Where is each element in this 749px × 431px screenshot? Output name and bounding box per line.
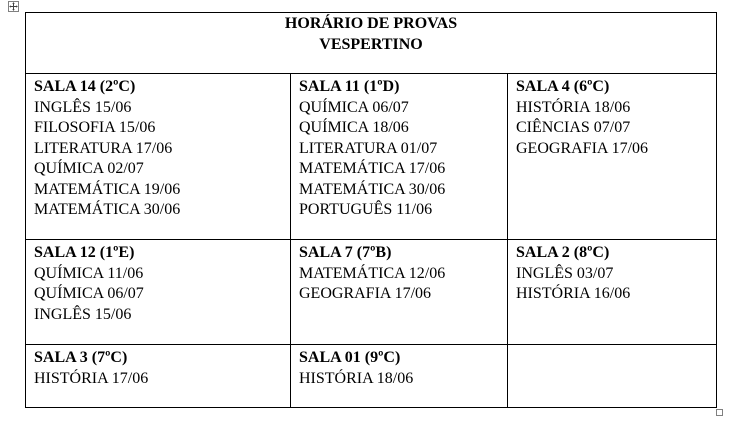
table-title[interactable] [26,13,717,74]
exam-entry: QUÍMICA 18/06 [299,119,409,136]
exam-entry: MATEMÁTICA 30/06 [299,180,446,198]
room-title: SALA 01 (9ºC) [299,349,401,366]
exam-entry: HISTÓRIA 18/06 [516,98,631,116]
exam-entry: PORTUGUÊS 11/06 [299,201,433,218]
room-cell[interactable] [508,74,717,240]
room-cell[interactable] [291,74,508,240]
exam-entry: MATEMÁTICA 12/06 [299,264,446,282]
exam-entry: HISTÓRIA 16/06 [516,285,631,302]
exam-entry: INGLÊS 15/06 [34,98,132,116]
exam-entry: HISTÓRIA 18/06 [299,369,414,387]
exam-entry: INGLÊS 15/06 [34,305,132,323]
exam-entry: HISTÓRIA 17/06 [34,369,149,387]
exam-schedule-table [25,12,717,408]
exam-entry: MATEMÁTICA 17/06 [299,160,446,177]
exam-entry: LITERATURA 01/07 [299,139,438,157]
title-line-1: HORÁRIO DE PROVAS [284,15,458,32]
exam-entry: LITERATURA 17/06 [34,139,173,157]
exam-entry: MATEMÁTICA 19/06 [34,180,181,198]
exam-entry: CIÊNCIAS 07/07 [516,119,631,136]
exam-entry: INGLÊS 03/07 [516,264,614,282]
exam-entry: QUÍMICA 02/07 [34,160,144,177]
room-cell[interactable] [26,240,291,345]
room-cell[interactable] [508,345,717,408]
room-title: SALA 12 (1ºE) [34,244,135,261]
exam-entry: GEOGRAFIA 17/06 [299,285,432,302]
room-cell[interactable] [291,345,508,408]
exam-entry: GEOGRAFIA 17/06 [516,139,649,157]
room-title: SALA 3 (7ºC) [34,349,128,366]
room-title: SALA 2 (8ºC) [516,244,610,261]
room-title: SALA 14 (2ºC) [34,78,136,95]
exam-entry: QUÍMICA 11/06 [34,264,144,282]
room-cell[interactable] [508,240,717,345]
exam-entry: QUÍMICA 06/07 [34,285,144,302]
room-cell[interactable] [26,74,291,240]
room-cell[interactable] [26,345,291,408]
table-resize-handle[interactable] [716,409,723,416]
title-line-2: VESPERTINO [319,35,423,53]
table-row [26,345,717,408]
room-title: SALA 11 (1ºD) [299,78,400,95]
title-row [26,13,717,74]
table-row [26,74,717,240]
table-move-handle-icon[interactable] [8,1,19,12]
room-cell[interactable] [291,240,508,345]
exam-entry: QUÍMICA 06/07 [299,98,409,116]
exam-entry: MATEMÁTICA 30/06 [34,201,181,218]
room-title: SALA 7 (7ºB) [299,244,392,261]
exam-entry: FILOSOFIA 15/06 [34,119,156,136]
table-row [26,240,717,345]
room-title: SALA 4 (6ºC) [516,78,610,95]
